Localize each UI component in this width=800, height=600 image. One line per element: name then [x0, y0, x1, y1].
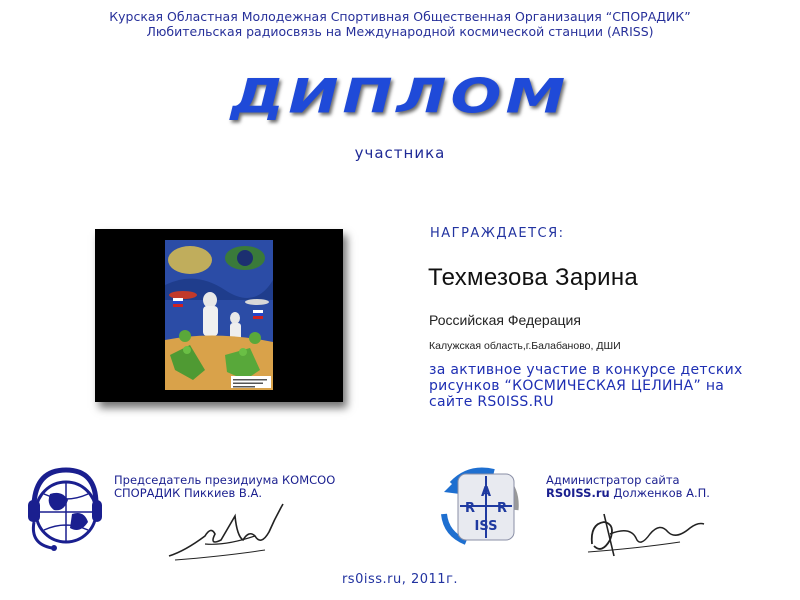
award-reason: за активное участие в конкурсе детских рисунков “КОСМИЧЕСКАЯ ЦЕЛИНА” на сайте RS0ISS.RU [429, 362, 743, 410]
handwritten-signature-left [165, 496, 295, 566]
diploma-subtitle: участника [354, 144, 446, 162]
ariss-logo [434, 464, 524, 546]
cosmonaut-drawing-image [165, 240, 273, 390]
header-line-1: Курская Областная Молодежная Спортивная Общественная Организация “СПОРАДИК” [109, 9, 691, 24]
awarded-label: НАГРАЖДАЕТСЯ: [430, 226, 565, 241]
right-signature [580, 504, 710, 564]
recipient-name: Техмезова Зарина [428, 264, 639, 291]
right-signatory-name-line [546, 487, 710, 500]
ariss-logo-letter-a: A [480, 485, 492, 500]
ariss-logo-letter-r2: R [496, 501, 508, 516]
organization-header [0, 9, 800, 39]
recipient-region: Калужская область,г.Балабаново, ДШИ [429, 340, 621, 352]
right-signatory-title: Администратор сайта [546, 473, 680, 487]
handwritten-signature-right [580, 504, 710, 564]
right-signatory-name: Долженков А.П. [609, 486, 710, 500]
right-signatory [546, 474, 710, 500]
ariss-logo-letter-r1: R [464, 501, 476, 516]
recipient-country: Российская Федерация [429, 312, 581, 328]
left-signatory-title: Председатель президиума КОМСОО [114, 473, 336, 487]
footer-site-year: rs0iss.ru, 2011г. [341, 572, 459, 587]
ariss-logo-text-iss: ISS [474, 519, 498, 534]
ariss-emblem-icon [434, 464, 524, 546]
diploma-title: ДИПЛОМ [230, 69, 570, 125]
artwork-photo [95, 229, 343, 402]
left-signatory-name: СПОРАДИК Пиккиев В.А. [114, 486, 263, 500]
artwork-drawing [165, 240, 273, 390]
sporadic-logo [24, 464, 104, 552]
header-line-2: Любительская радиосвязь на Международной космической станции (ARISS) [146, 24, 654, 39]
left-signature [165, 496, 295, 566]
right-signatory-site: RS0ISS.ru [546, 486, 610, 500]
globe-headphones-icon [24, 464, 104, 552]
